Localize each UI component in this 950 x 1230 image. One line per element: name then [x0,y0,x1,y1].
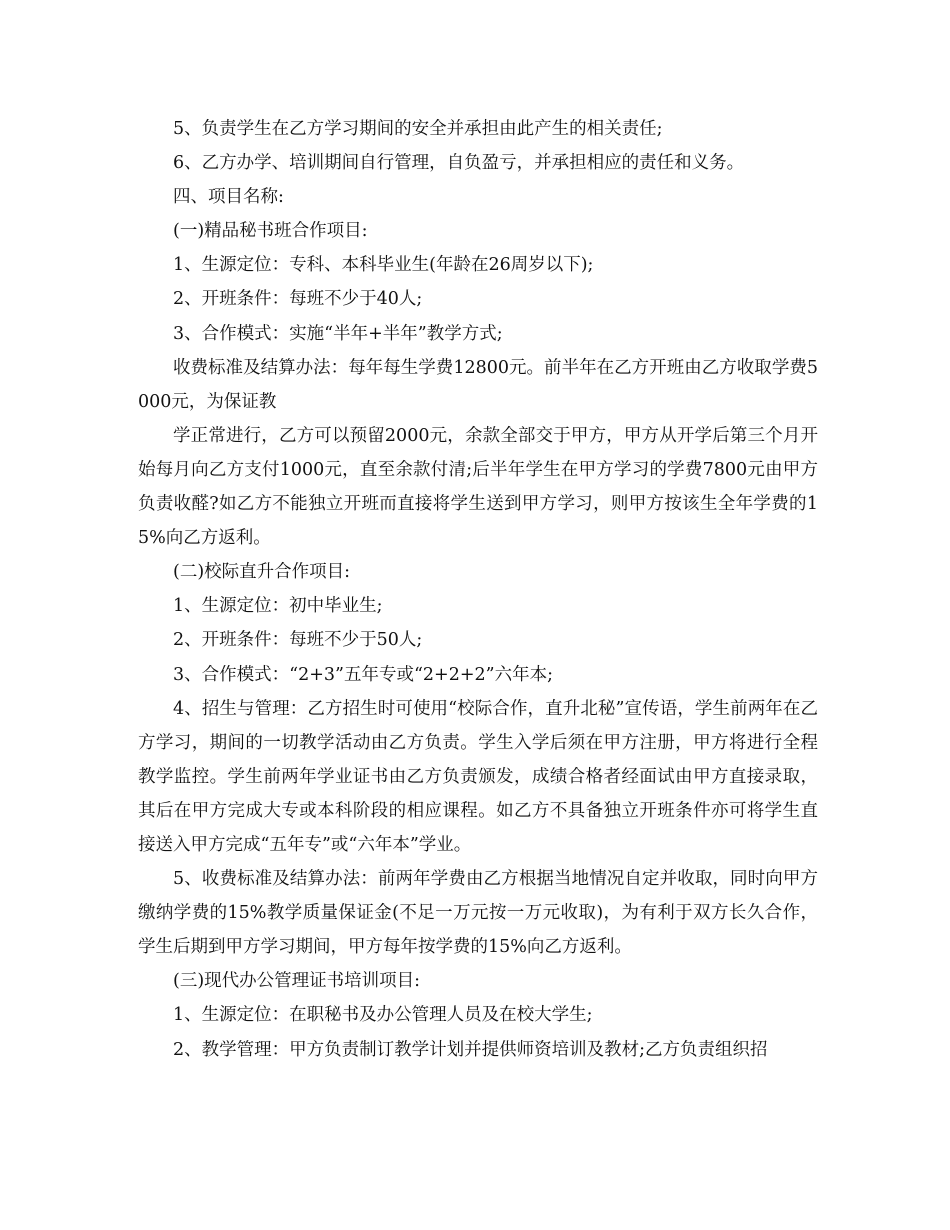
paragraph-secretary-source: 1、生源定位：专科、本科毕业生(年龄在26周岁以下); [173,255,594,276]
paragraph-secretary-settlement: 学正常进行，乙方可以预留2000元，余款全部交于甲方，甲方从开学后第三个月开始每月向乙方支付1000元，直至余款付清;后半年学生在甲方学习的学费7800元由甲方负责收醛?如乙方不能独立开班而直接将学生送到甲方学习，则甲方按该生全年学费的15%向乙方返利。 [138,425,818,549]
paragraph-direct-source: 1、生源定位：初中毕业生; [173,596,383,617]
subsection-heading-secretary-class: (一)精品秘书班合作项目: [173,221,368,242]
paragraph-secretary-class-condition: 2、开班条件：每班不少于40人; [173,289,423,310]
paragraph-direct-fees: 5、收费标准及结算办法：前两年学费由乙方根据当地情况自定并收取，同时向甲方缴纳学费的15%教学质量保证金(不足一万元按一万元收取)，为有利于双方长久合作，学生后期到甲方学习期间，甲方每年按学费的15%向乙方返利。 [138,869,818,958]
paragraph-direct-mode: 3、合作模式：“2+3”五年专或“2+2+2”六年本; [173,664,553,685]
paragraph-item-5-safety: 5、负责学生在乙方学习期间的安全并承担由此产生的相关责任; [173,119,663,139]
section-heading-project-names: 四、项目名称: [173,187,284,208]
paragraph-secretary-mode: 3、合作模式：实施“半年+半年”教学方式; [173,323,503,344]
document-body [138,112,818,1067]
subsection-heading-direct-promotion: (二)校际直升合作项目: [173,562,351,583]
paragraph-direct-class-condition: 2、开班条件：每班不少于50人; [173,630,423,651]
subsection-heading-office-certificate: (三)现代办公管理证书培训项目: [173,971,421,992]
paragraph-office-source: 1、生源定位：在职秘书及办公管理人员及在校大学生; [173,1005,593,1026]
paragraph-item-6-self-management: 6、乙方办学、培训期间自行管理，自负盈亏，并承担相应的责任和义务。 [173,153,745,174]
paragraph-direct-enrollment: 4、招生与管理：乙方招生时可使用“校际合作，直升北秘”宣传语，学生前两年在乙方学习，期间的一切教学活动由乙方负责。学生入学后须在甲方注册，甲方将进行全程教学监控。学生前两年学业证书由乙方负责颁发，成绩合格者经面试由甲方直接录取，其后在甲方完成大专或本科阶段的相应课程。如乙方不具备独立开班条件亦可将学生直接送入甲方完成“五年专”或“六年本”学业。 [138,698,818,855]
paragraph-office-teaching: 2、教学管理：甲方负责制订教学计划并提供师资培训及教材;乙方负责组织招 [173,1039,768,1060]
paragraph-secretary-fees: 收费标准及结算办法：每年每生学费12800元。前半年在乙方开班由乙方收取学费5000元，为保证教 [138,357,818,412]
